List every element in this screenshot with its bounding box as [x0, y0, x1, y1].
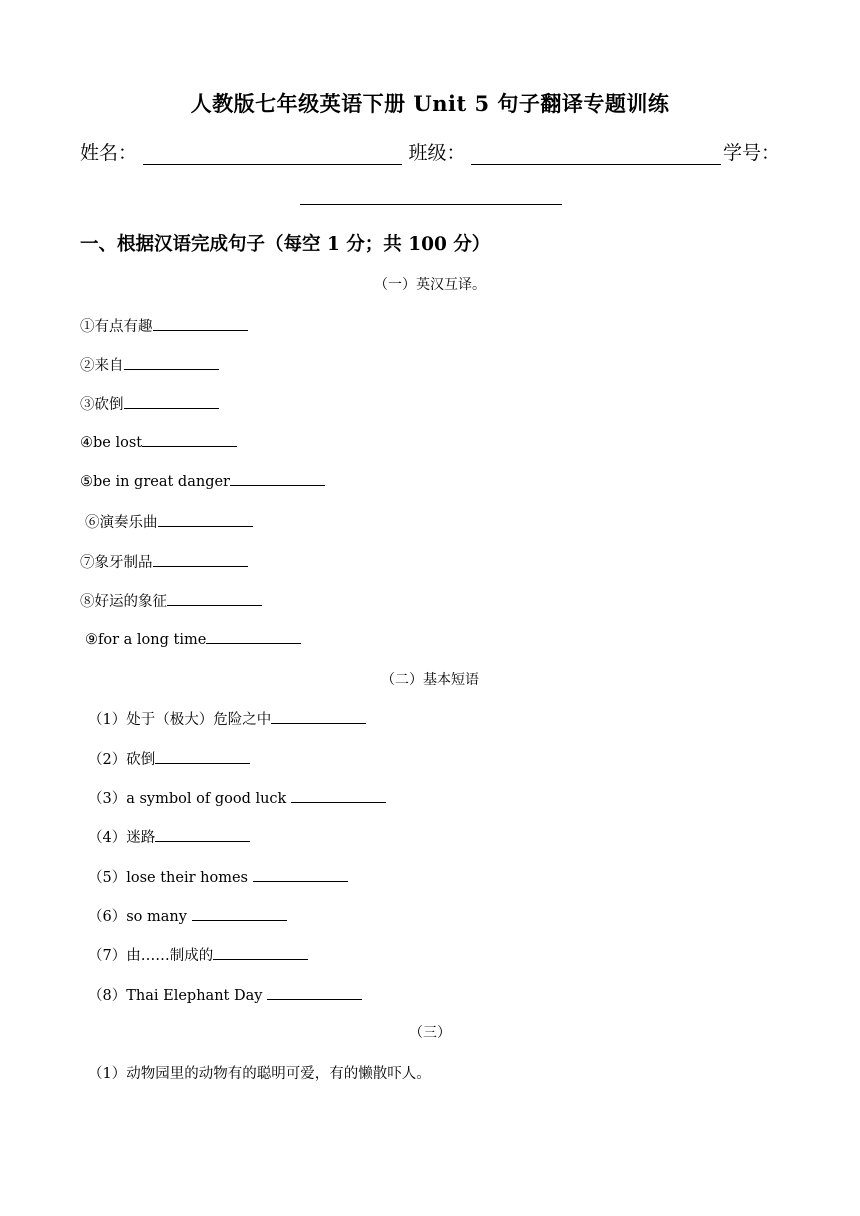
part2-item: （7）由……制成的	[88, 944, 308, 965]
section-heading: 一、根据汉语完成句子（每空 1 分；共 100 分）	[80, 234, 491, 255]
part2-item: （2）砍倒	[88, 748, 250, 769]
part3-heading: （三）	[409, 1025, 451, 1041]
part1-item: ⑧好运的象征	[80, 590, 262, 611]
answer-blank[interactable]	[142, 433, 237, 447]
answer-blank[interactable]	[158, 513, 253, 527]
part2-item: （6）so many	[88, 905, 287, 926]
answer-blank[interactable]	[192, 907, 287, 921]
number-label: 学号：	[722, 142, 780, 164]
name-blank[interactable]	[143, 146, 402, 165]
part2-item: （5）lose their homes	[88, 866, 348, 887]
part1-item: ⑥演奏乐曲	[85, 511, 253, 532]
answer-blank[interactable]	[230, 472, 325, 486]
class-label: 班级：	[408, 142, 466, 164]
answer-blank[interactable]	[213, 946, 308, 960]
part2-heading: （二）基本短语	[381, 672, 479, 688]
part2-item: （4）迷路	[88, 826, 250, 847]
part1-item: ⑤be in great danger	[80, 472, 325, 490]
part2-item: （8）Thai Elephant Day	[88, 984, 362, 1005]
answer-blank[interactable]	[167, 592, 262, 606]
answer-blank[interactable]	[291, 789, 386, 803]
part2-item: （3）a symbol of good luck	[88, 787, 386, 808]
name-label: 姓名：	[80, 142, 138, 164]
part1-heading: （一）英汉互译。	[374, 277, 486, 293]
number-blank[interactable]	[300, 190, 562, 205]
answer-blank[interactable]	[267, 986, 362, 1000]
answer-blank[interactable]	[253, 868, 348, 882]
class-blank[interactable]	[471, 146, 721, 165]
answer-blank[interactable]	[155, 828, 250, 842]
page-title: 人教版七年级英语下册 Unit 5 句子翻译专题训练	[190, 91, 670, 116]
answer-blank[interactable]	[271, 710, 366, 724]
answer-blank[interactable]	[124, 395, 219, 409]
answer-blank[interactable]	[153, 553, 248, 567]
part3-item: （1）动物园里的动物有的聪明可爱，有的懒散吓人。	[88, 1066, 431, 1082]
part1-item: ②来自	[80, 354, 219, 375]
answer-blank[interactable]	[153, 317, 248, 331]
part1-item: ④be lost	[80, 433, 237, 451]
part1-item: ⑦象牙制品	[80, 551, 248, 572]
part2-item: （1）处于（极大）危险之中	[88, 708, 366, 729]
part1-item: ③砍倒	[80, 393, 219, 414]
part1-item: ⑨for a long time	[85, 630, 301, 648]
answer-blank[interactable]	[124, 356, 219, 370]
answer-blank[interactable]	[155, 750, 250, 764]
student-info-row	[80, 138, 780, 165]
part1-item: ①有点有趣	[80, 315, 248, 336]
answer-blank[interactable]	[206, 630, 301, 644]
